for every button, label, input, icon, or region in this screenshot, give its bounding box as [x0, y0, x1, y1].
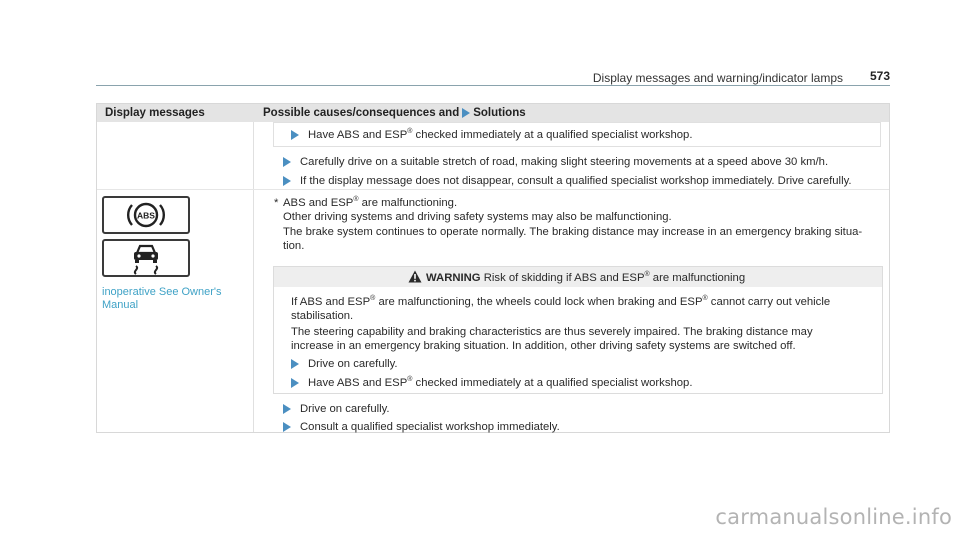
- page-number: 573: [869, 69, 890, 83]
- warning-title: WARNING Risk of skidding if ABS and ESP® are malfunctioning: [426, 271, 746, 284]
- header-title: Display messages and warning/indicator lamps: [592, 71, 843, 85]
- list-item: Consult a qualified specialist workshop immediately.: [283, 420, 560, 434]
- table-header: [97, 104, 889, 122]
- list-item: Drive on carefully.: [291, 357, 398, 371]
- cause-line: tion.: [283, 240, 305, 252]
- column-divider: [253, 122, 254, 432]
- bullet-arrow-icon: [291, 378, 299, 388]
- column-header-solutions-label: Solutions: [473, 107, 526, 119]
- list-item: If the display message does not disappear, consult a qualified specialist workshop immediately. Drive carefully.: [283, 174, 852, 188]
- footnote-star: *: [274, 197, 279, 209]
- solution-box: [273, 122, 881, 147]
- warning-text: If ABS and ESP® are malfunctioning, the wheels could lock when braking and ESP® cannot carry out vehicle: [291, 295, 831, 308]
- list-item: Drive on carefully.: [283, 402, 390, 416]
- list-item: Carefully drive on a suitable stretch of road, making slight steering movements at a speed above 30 km/h.: [283, 155, 828, 169]
- list-item: Have ABS and ESP® checked immediately at a qualified specialist workshop.: [291, 128, 692, 142]
- bullet-arrow-icon: [283, 157, 291, 167]
- warning-text: The steering capability and braking characteristics are thus severely impaired. The braking distance may: [291, 326, 813, 338]
- warning-triangle-icon: [408, 270, 422, 288]
- bullet-arrow-icon: [291, 359, 299, 369]
- bullet-arrow-icon: [283, 176, 291, 186]
- watermark: carmanualsonline.info: [715, 505, 952, 529]
- cause-line: ABS and ESP® are malfunctioning.: [283, 196, 458, 209]
- row-divider: [97, 189, 889, 190]
- display-message-text: inoperative See Owner's: [102, 286, 222, 298]
- cause-line: Other driving systems and driving safety systems may also be malfunctioning.: [283, 211, 672, 223]
- bullet-arrow-icon: [283, 422, 291, 432]
- warning-header: [274, 267, 882, 287]
- warning-box: [273, 266, 883, 394]
- bullet-arrow-icon: [283, 404, 291, 414]
- esp-skid-icon: [102, 239, 190, 277]
- page-header: [0, 68, 890, 86]
- solutions-arrow-icon: [462, 108, 470, 118]
- column-header-display-messages: Display messages: [105, 107, 205, 119]
- column-header-causes-label: Possible causes/consequences and: [263, 107, 460, 119]
- warning-text: stabilisation.: [291, 310, 354, 322]
- display-messages-table: [96, 103, 890, 433]
- header-rule: [96, 85, 890, 86]
- cause-line: The brake system continues to operate normally. The braking distance may increase in an emergency braking situa-: [283, 226, 863, 238]
- abs-warning-icon: [102, 196, 190, 234]
- column-header-causes: [263, 107, 526, 119]
- svg-text:ABS: ABS: [137, 210, 155, 221]
- warning-text: increase in an emergency braking situation. In addition, other driving safety systems are switched off.: [291, 340, 796, 352]
- list-item: Have ABS and ESP® checked immediately at a qualified specialist workshop.: [291, 376, 692, 390]
- display-message-text-2: Manual: [102, 299, 139, 311]
- bullet-arrow-icon: [291, 130, 299, 140]
